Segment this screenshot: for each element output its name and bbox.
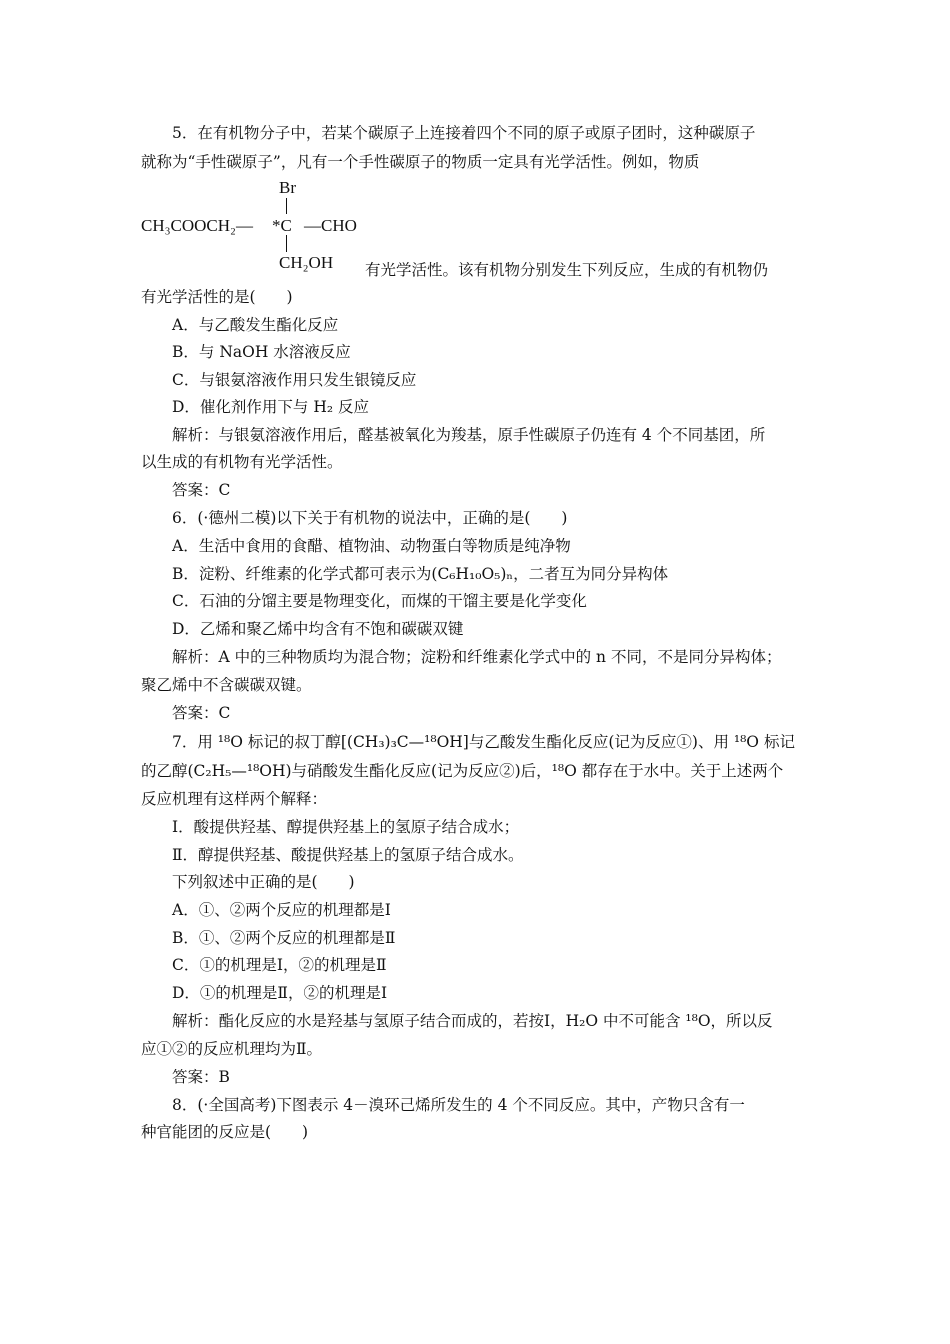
q8-stem-line2: 种官能团的反应是( )	[141, 1123, 309, 1141]
q6-explanation-line2: 聚乙烯中不含碳碳双键。	[141, 676, 312, 694]
bond-down	[286, 235, 287, 252]
q7-mechanism-1: Ⅰ．酸提供羟基、醇提供羟基上的氢原子结合成水；	[172, 818, 520, 836]
q5-stem-line4: 有光学活性的是( )	[141, 288, 293, 306]
mol-bottom-group: CH₂OH	[279, 253, 334, 272]
q7-option-d: D．①的机理是Ⅱ，②的机理是Ⅰ	[172, 984, 388, 1002]
mol-br: Br	[279, 178, 296, 197]
q6-option-c: C．石油的分馏主要是物理变化，而煤的干馏主要是化学变化	[172, 592, 587, 610]
q7-explanation-line2: 应①②的反应机理均为Ⅱ。	[141, 1040, 323, 1058]
mol-right-group: —CHO	[304, 216, 357, 235]
bond-up	[286, 198, 287, 214]
q5-explanation-line2: 以生成的有机物有光学活性。	[141, 453, 343, 471]
q5-option-c: C．与银氨溶液作用只发生银镜反应	[172, 371, 417, 389]
q7-stem-line3: 反应机理有这样两个解释：	[141, 790, 328, 808]
q5-stem-line3: 有光学活性。该有机物分别发生下列反应，生成的有机物仍	[365, 261, 769, 279]
q5-option-b: B．与 NaOH 水溶液反应	[172, 343, 351, 361]
q6-option-d: D．乙烯和聚乙烯中均含有不饱和碳碳双键	[172, 620, 464, 638]
q5-option-a: A．与乙酸发生酯化反应	[172, 316, 339, 334]
q7-stem-line2: 的乙醇(C₂H₅—¹⁸OH)与硝酸发生酯化反应(记为反应②)后，¹⁸O 都存在于水中。关于上述两个	[141, 762, 784, 780]
q5-explanation-line1: 解析：与银氨溶液作用后，醛基被氧化为羧基，原手性碳原子仍连有 4 个不同基团，所	[172, 426, 766, 444]
q8-stem-line1: 8．(·全国高考)下图表示 4－溴环己烯所发生的 4 个不同反应。其中，产物只含有一	[172, 1096, 745, 1114]
q6-option-b: B．淀粉、纤维素的化学式都可表示为(C₆H₁₀O₅)ₙ，二者互为同分异构体	[172, 565, 669, 583]
q7-option-b: B．①、②两个反应的机理都是Ⅱ	[172, 929, 396, 947]
q5-option-d: D．催化剂作用下与 H₂ 反应	[172, 398, 370, 416]
q7-stem-line1: 7．用 ¹⁸O 标记的叔丁醇[(CH₃)₃C—¹⁸OH]与乙酸发生酯化反应(记为反应①)、用 ¹⁸O 标记	[172, 733, 795, 751]
q7-option-a: A．①、②两个反应的机理都是Ⅰ	[172, 901, 391, 919]
q6-answer: 答案：C	[172, 704, 231, 722]
q6-option-a: A．生活中食用的食醋、植物油、动物蛋白等物质是纯净物	[172, 537, 571, 555]
q5-answer: 答案：C	[172, 481, 231, 499]
q6-explanation-line1: 解析：A 中的三种物质均为混合物；淀粉和纤维素化学式中的 n 不同，不是同分异构体；	[172, 648, 782, 666]
mol-chiral-carbon: *C	[272, 216, 292, 235]
q7-option-c: C．①的机理是Ⅰ，②的机理是Ⅱ	[172, 956, 387, 974]
q7-explanation-line1: 解析：酯化反应的水是羟基与氢原子结合而成的，若按Ⅰ，H₂O 中不可能含 ¹⁸O，所以反	[172, 1012, 773, 1030]
mol-left-group: CH₃COOCH₂—	[141, 216, 253, 235]
q5-stem-line2: 就称为“手性碳原子”，凡有一个手性碳原子的物质一定具有光学活性。例如，物质	[141, 153, 700, 171]
q5-stem-line1: 5．在有机物分子中，若某个碳原子上连接着四个不同的原子或原子团时，这种碳原子	[172, 124, 756, 142]
q7-question: 下列叙述中正确的是( )	[172, 873, 355, 891]
q7-answer: 答案：B	[172, 1068, 230, 1086]
q6-stem: 6．(·德州二模)以下关于有机物的说法中，正确的是( )	[172, 509, 568, 527]
q7-mechanism-2: Ⅱ．醇提供羟基、酸提供羟基上的氢原子结合成水。	[172, 846, 524, 864]
